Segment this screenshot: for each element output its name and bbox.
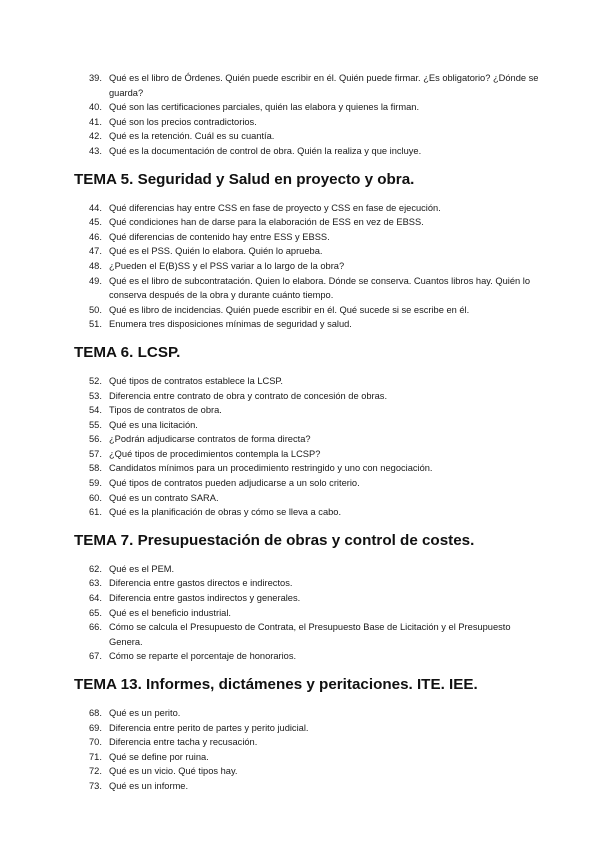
question-text: Qué condiciones han de darse para la elaboración de ESS en vez de EBSS.: [109, 217, 424, 228]
question-number: 46.: [89, 231, 102, 242]
question-number: 53.: [89, 390, 102, 401]
question-number: 69.: [89, 722, 102, 733]
question-item: [0, 721, 600, 736]
question-text: Qué es la documentación de control de obra. Quién la realiza y que incluye.: [109, 145, 422, 156]
question-item: [0, 144, 600, 159]
question-item: [0, 244, 600, 259]
question-number: 47.: [89, 246, 102, 257]
question-number: 48.: [89, 260, 102, 271]
question-number: 71.: [89, 751, 102, 762]
question-item: [0, 447, 600, 462]
question-text: ¿Pueden el E(B)SS y el PSS variar a lo largo de la obra?: [109, 260, 345, 271]
question-text: Qué es el PSS. Quién lo elabora. Quién lo aprueba.: [109, 246, 323, 257]
question-text: ¿Podrán adjudicarse contratos de forma directa?: [109, 434, 311, 445]
question-number: 68.: [89, 708, 102, 718]
question-text: Qué es la planificación de obras y cómo se lleva a cabo.: [109, 507, 342, 518]
question-text: Diferencia entre contrato de obra y contrato de concesión de obras.: [109, 390, 388, 401]
question-item: [0, 403, 600, 418]
question-item: [0, 303, 600, 318]
question-number: 65.: [89, 607, 102, 618]
section-question-list: [0, 201, 600, 332]
document-content: [0, 71, 600, 794]
question-number: 45.: [89, 217, 102, 228]
question-text: Cómo se reparte el porcentaje de honorarios.: [109, 651, 297, 662]
question-text: Tipos de contratos de obra.: [109, 405, 222, 416]
question-item: [0, 620, 600, 649]
question-number: 59.: [89, 478, 102, 489]
question-text: Candidatos mínimos para un procedimiento restringido y uno con negociación.: [109, 463, 433, 474]
section-heading: TEMA 13. Informes, dictámenes y peritaciones. ITE. IEE.: [74, 676, 478, 693]
question-item: [0, 606, 600, 621]
question-item: [0, 129, 600, 144]
question-text: Enumera tres disposiciones mínimas de seguridad y salud.: [109, 319, 352, 330]
question-text: ¿Qué tipos de procedimientos contempla la LCSP?: [109, 448, 321, 459]
question-text: Qué es el libro de subcontratación. Quien lo elabora. Dónde se conserva. Cuantos libros hay. Quién lo conserva después de la obra y durante cuánto tiempo.: [109, 275, 531, 301]
question-text: Qué es un perito.: [109, 708, 181, 718]
question-text: Qué es el libro de Órdenes. Quién puede escribir en él. Quién puede firmar. ¿Es obligatorio? ¿Dónde se guarda?: [109, 73, 539, 98]
question-item: [0, 389, 600, 404]
section-heading: TEMA 6. LCSP.: [74, 343, 181, 361]
question-text: Qué tipos de contratos pueden adjudicarse a un solo criterio.: [109, 478, 360, 489]
question-number: 66.: [89, 622, 102, 633]
section-question-list: [0, 706, 600, 794]
question-text: Qué son las certificaciones parciales, quién las elabora y quienes la firman.: [109, 102, 420, 113]
question-number: 40.: [89, 102, 102, 113]
sections-container: [0, 159, 600, 794]
question-number: 57.: [89, 448, 102, 459]
question-item: [0, 576, 600, 591]
question-number: 73.: [89, 780, 102, 791]
question-item: [0, 432, 600, 447]
question-number: 72.: [89, 766, 102, 777]
question-text: Qué es un vicio. Qué tipos hay.: [109, 766, 238, 777]
question-number: 58.: [89, 463, 102, 474]
question-item: [0, 750, 600, 765]
question-text: Diferencia entre gastos indirectos y generales.: [109, 593, 301, 604]
question-text: Qué diferencias hay entre CSS en fase de proyecto y CSS en fase de ejecución.: [109, 202, 441, 213]
question-item: [0, 779, 600, 794]
question-number: 56.: [89, 434, 102, 445]
question-number: 43.: [89, 145, 102, 156]
question-number: 62.: [89, 563, 102, 574]
question-number: 55.: [89, 419, 102, 430]
question-text: Qué es libro de incidencias. Quién puede escribir en él. Qué sucede si se escribe en él.: [109, 304, 470, 315]
question-item: [0, 735, 600, 750]
question-item: [0, 201, 600, 216]
question-text: Qué es la retención. Cuál es su cuantía.: [109, 131, 275, 142]
question-number: 44.: [89, 202, 102, 213]
question-number: 60.: [89, 492, 102, 503]
question-item: [0, 274, 600, 303]
question-number: 61.: [89, 507, 102, 518]
question-item: [0, 461, 600, 476]
question-item: [0, 215, 600, 230]
question-item: [0, 649, 600, 664]
question-text: Diferencia entre gastos directos e indirectos.: [109, 578, 293, 589]
question-number: 42.: [89, 131, 102, 142]
question-text: Qué se define por ruina.: [109, 751, 209, 762]
question-text: Qué son los precios contradictorios.: [109, 116, 257, 127]
intro-question-list: [0, 71, 600, 159]
question-item: [0, 505, 600, 520]
question-text: Qué es una licitación.: [109, 419, 198, 430]
question-number: 64.: [89, 593, 102, 604]
question-number: 51.: [89, 319, 102, 330]
question-text: Qué es un contrato SARA.: [109, 492, 219, 503]
question-text: Qué diferencias de contenido hay entre ESS y EBSS.: [109, 231, 330, 242]
section-heading: TEMA 5. Seguridad y Salud en proyecto y obra.: [74, 170, 415, 188]
question-item: [0, 317, 600, 332]
question-number: 39.: [89, 73, 102, 83]
question-text: Diferencia entre tacha y recusación.: [109, 737, 258, 748]
question-number: 49.: [89, 275, 102, 286]
question-text: Qué tipos de contratos establece la LCSP.: [109, 375, 283, 386]
question-item: [0, 418, 600, 433]
question-item: [0, 230, 600, 245]
question-item: [0, 374, 600, 389]
question-item: [0, 100, 600, 115]
section-question-list: [0, 374, 600, 520]
question-number: 50.: [89, 304, 102, 315]
question-item: [0, 764, 600, 779]
question-item: [0, 591, 600, 606]
question-text: Cómo se calcula el Presupuesto de Contrata, el Presupuesto Base de Licitación y el Presupuesto Genera.: [109, 622, 511, 647]
question-item: [0, 71, 600, 100]
section-question-list: [0, 562, 600, 664]
question-text: Qué es el PEM.: [109, 563, 175, 574]
question-text: Qué es un informe.: [109, 780, 189, 791]
question-number: 52.: [89, 375, 102, 386]
section-heading: TEMA 7. Presupuestación de obras y control de costes.: [74, 531, 475, 549]
question-number: 70.: [89, 737, 102, 748]
question-text: Diferencia entre perito de partes y perito judicial.: [109, 722, 309, 733]
question-item: [0, 259, 600, 274]
question-item: [0, 491, 600, 506]
question-number: 67.: [89, 651, 102, 662]
question-number: 54.: [89, 405, 102, 416]
question-item: [0, 706, 600, 721]
question-number: 63.: [89, 578, 102, 589]
question-number: 41.: [89, 116, 102, 127]
question-text: Qué es el beneficio industrial.: [109, 607, 231, 618]
question-item: [0, 476, 600, 491]
question-item: [0, 562, 600, 577]
question-item: [0, 115, 600, 130]
